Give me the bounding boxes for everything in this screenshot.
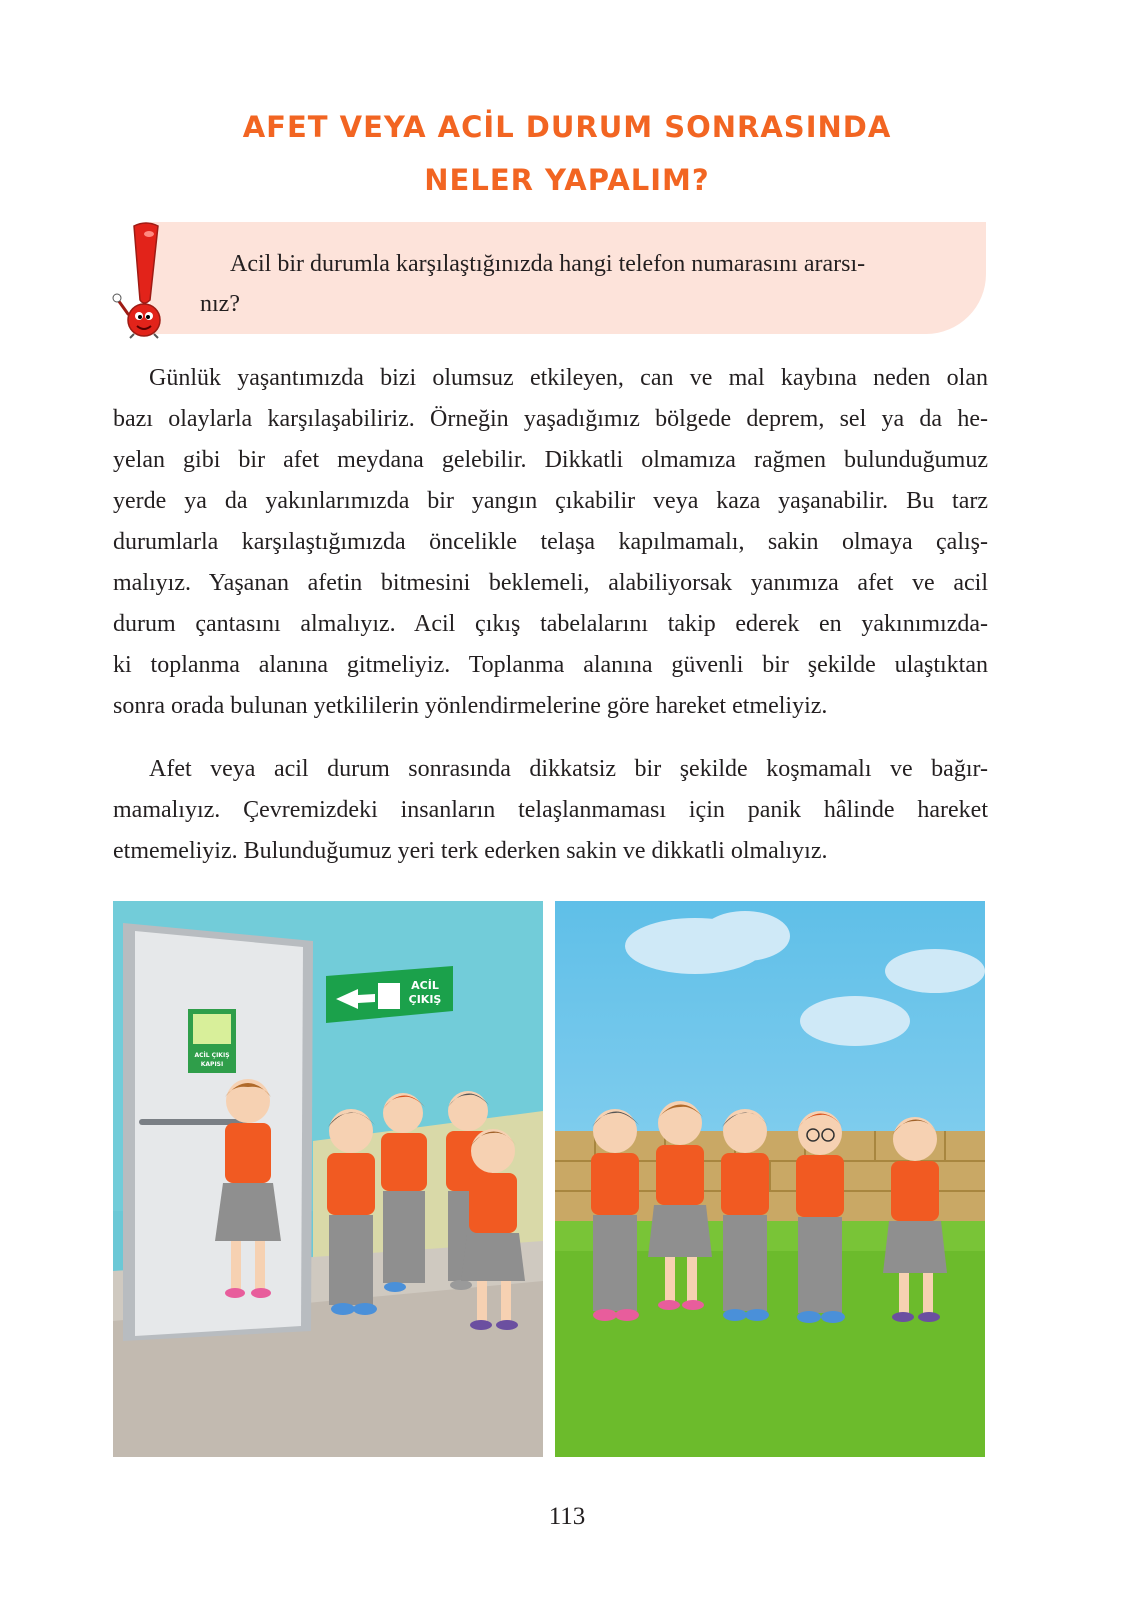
page-title-line-1: AFET VEYA ACİL DURUM SONRASINDA xyxy=(242,110,892,144)
paragraph-1-line: malıyız. Yaşanan afetin bitmesini beklemeli, alabiliyorsak yanımıza afet ve acil xyxy=(113,570,988,596)
paragraph-2-line: etmemeliyiz. Bulunduğumuz yeri terk ederken sakin ve dikkatli olmalıyız. xyxy=(113,838,828,864)
exit-sign-line-1: ACİL xyxy=(411,979,439,992)
paragraph-1-line: ki toplanma alanına gitmeliyiz. Toplanma alanına güvenli bir şekilde ulaştıktan xyxy=(113,652,988,678)
exit-sign-line-2: ÇIKIŞ xyxy=(408,993,442,1006)
paragraph-1-line: yelan gibi bir afet meydana gelebilir. Dikkatli olmamıza rağmen bulunduğumuz xyxy=(113,447,988,473)
paragraph-1-line: durumlarla karşılaştığımızda öncelikle telaşa kapılmamalı, sakin olmaya çalış- xyxy=(113,529,988,555)
paragraph-1-line: bazı olaylarla karşılaşabiliriz. Örneğin yaşadığımız bölgede deprem, sel ya da he- xyxy=(113,406,988,432)
student xyxy=(796,1111,845,1323)
page-title-line-2: NELER YAPALIM? xyxy=(424,163,710,197)
paragraph-1-line: yerde ya da yakınlarımızda bir yangın çıkabilir veya kaza yaşanabilir. Bu tarz xyxy=(113,488,988,514)
paragraph-1-line: durum çantasını almalıyız. Acil çıkış tabelalarını takip ederek en yakınımızda- xyxy=(113,611,988,637)
student xyxy=(327,1109,377,1315)
paragraph-2 xyxy=(113,749,988,872)
paragraph-1-line: sonra orada bulunan yetkililerin yönlendirmelerine göre hareket etmeliyiz. xyxy=(113,693,828,719)
door-sign-line-1: ACİL ÇIKIŞ xyxy=(194,1052,230,1059)
exclamation-mascot-icon xyxy=(112,222,174,340)
student xyxy=(381,1093,427,1292)
paragraph-2-line: mamalıyız. Çevremizdeki insanların telaşlanmaması için panik hâlinde hareket xyxy=(113,797,988,823)
assembly-area-illustration xyxy=(555,901,985,1457)
paragraph-1-line: Günlük yaşantımızda bizi olumsuz etkileyen, can ve mal kaybına neden olan xyxy=(149,365,988,391)
question-line-2: nız? xyxy=(200,291,240,317)
page-number: 113 xyxy=(548,1503,586,1530)
student xyxy=(591,1109,639,1321)
paragraph-1 xyxy=(113,358,988,727)
question-text xyxy=(200,244,972,324)
door-sign-line-2: KAPISI xyxy=(200,1061,224,1068)
paragraph-2-line: Afet veya acil durum sonrasında dikkatsiz bir şekilde koşmamalı ve bağır- xyxy=(149,756,988,782)
student xyxy=(721,1109,769,1321)
emergency-exit-illustration xyxy=(113,901,543,1457)
question-line-1: Acil bir durumla karşılaştığınızda hangi telefon numarasını ararsı- xyxy=(230,251,866,277)
